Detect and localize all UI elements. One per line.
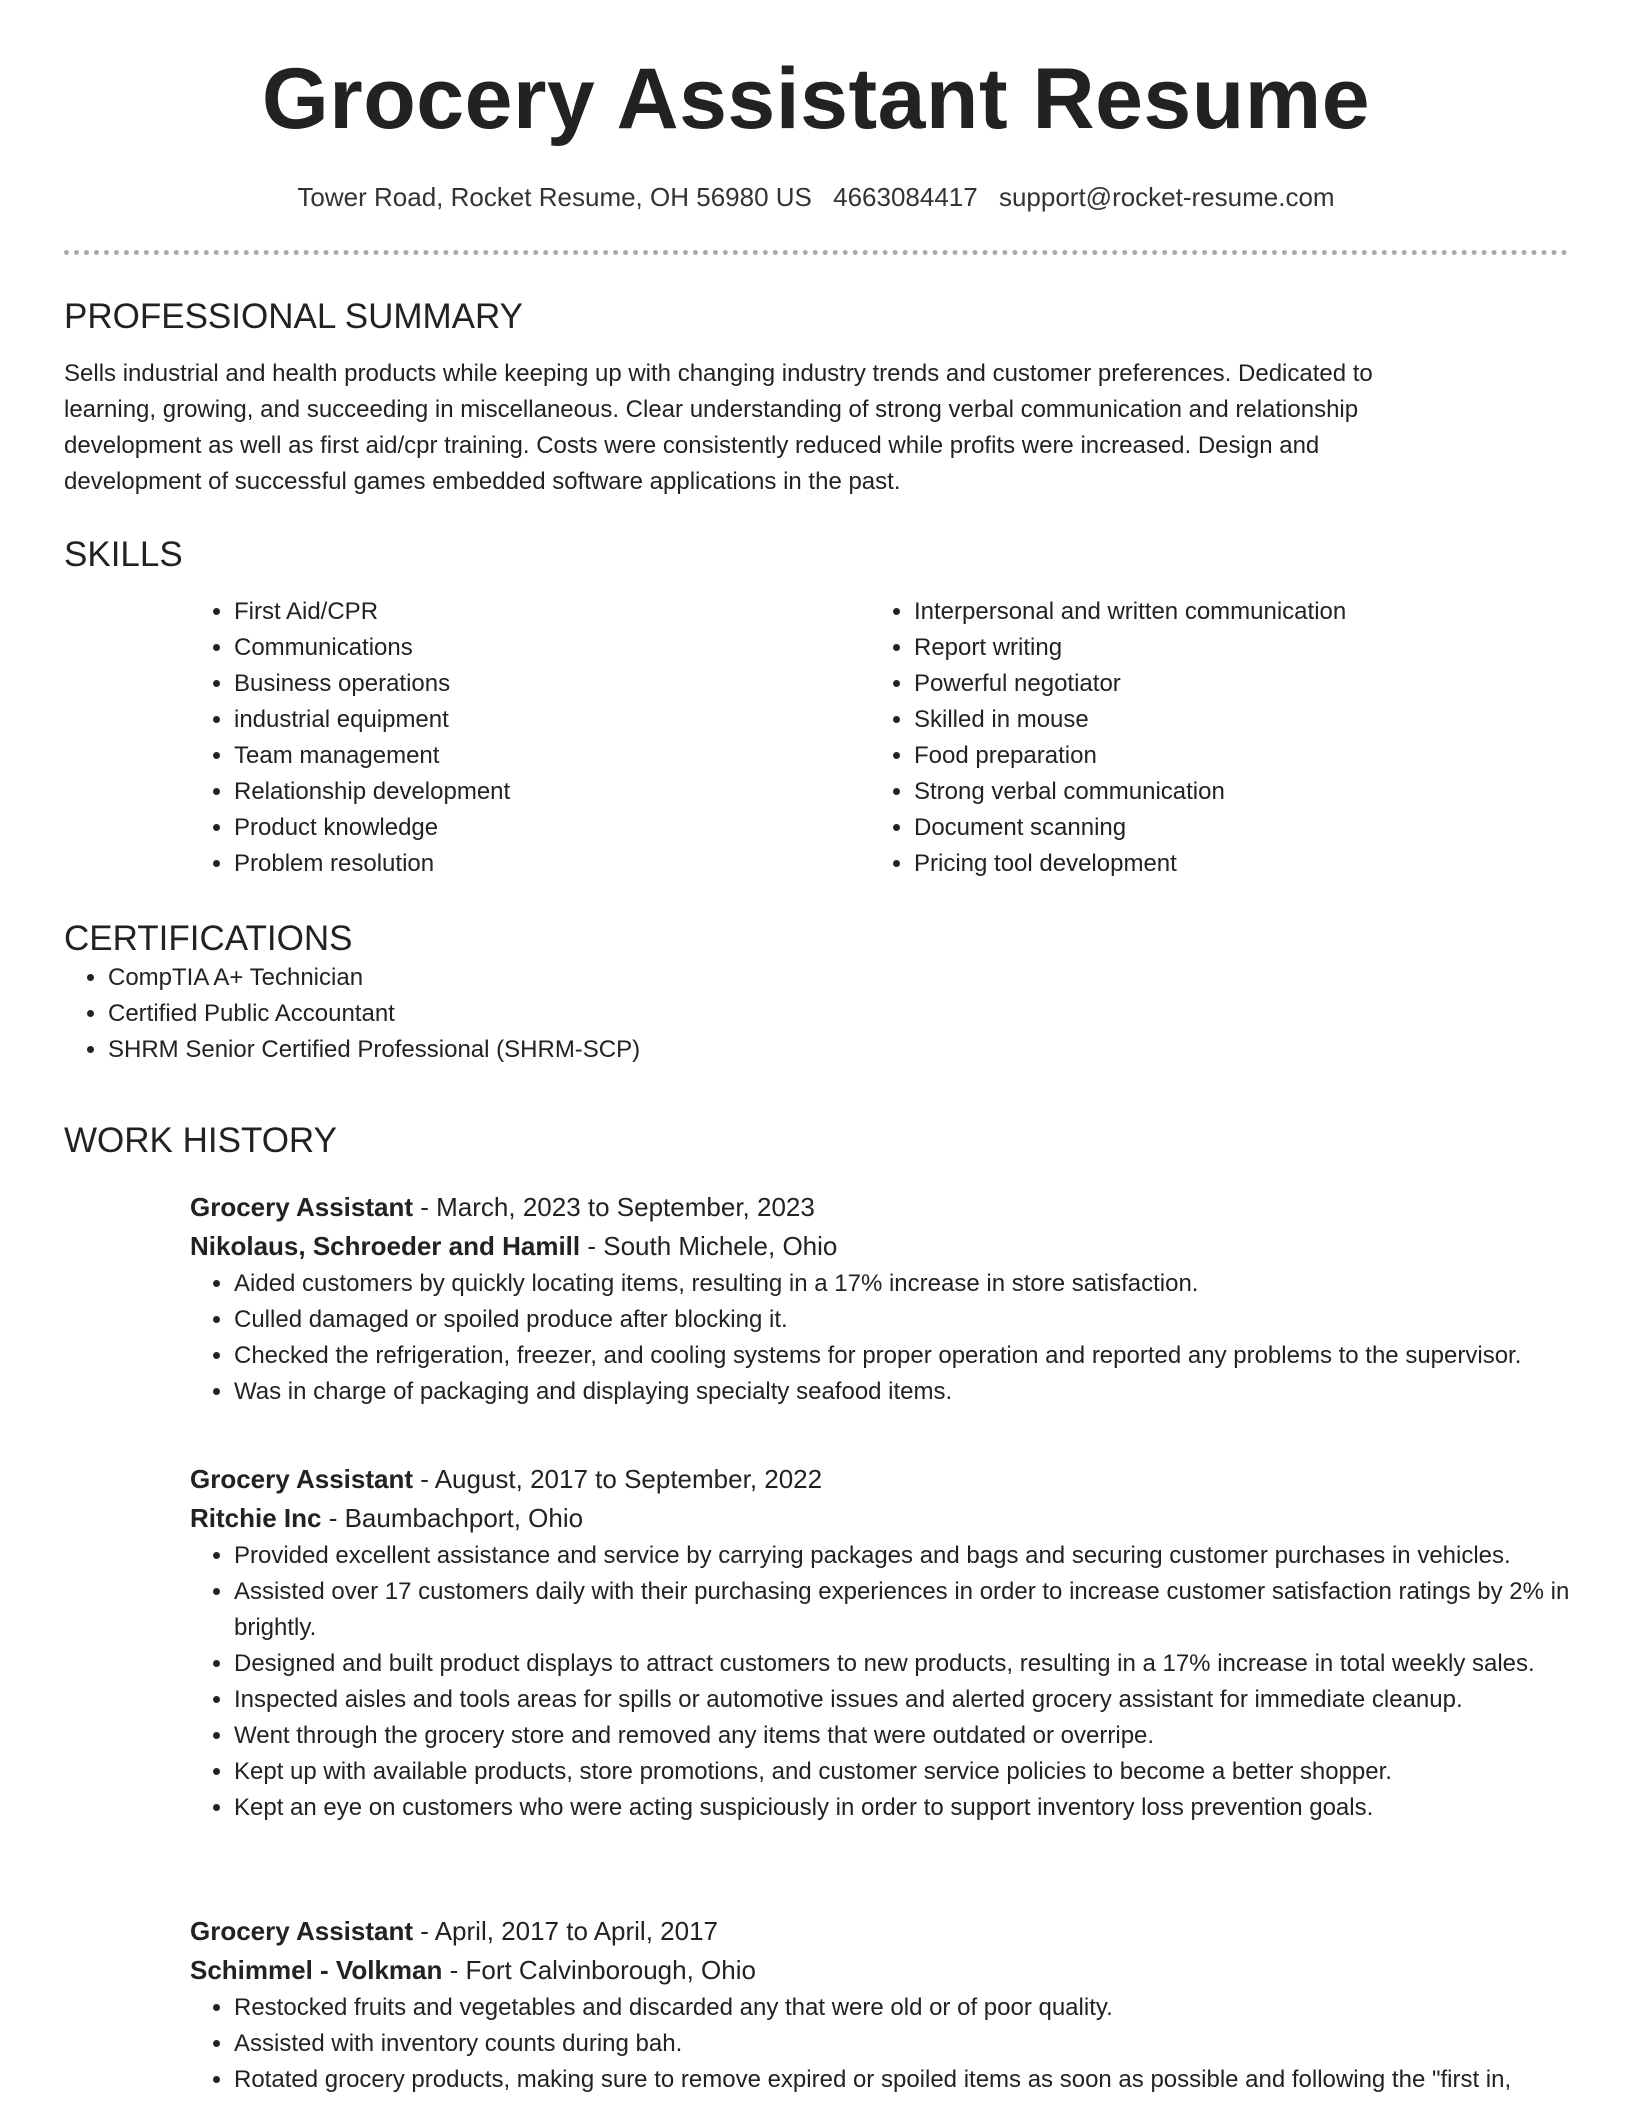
summary-section [64,296,1568,500]
job-company: Nikolaus, Schroeder and Hamill [190,1231,581,1261]
job-role: Grocery Assistant [190,1916,414,1946]
skill-item: • Problem resolution [234,846,870,882]
job-bullet: • Kept an eye on customers who were acting suspiciously in order to support inventory loss prevention goals. [234,1790,1632,1826]
job-bullet: • Was in charge of packaging and displaying specialty seafood items. [234,1374,1632,1410]
job-dates: - March, 2023 to September, 2023 [413,1192,815,1222]
job-role: Grocery Assistant [190,1464,414,1494]
header-divider [64,250,1568,255]
skills-columns [190,594,1568,882]
skills-column-left [190,594,870,882]
job-company-line [190,1951,1568,1990]
job-bullet: • Checked the refrigeration, freezer, and cooling systems for proper operation and reported any problems to the supervisor. [234,1338,1632,1374]
job-company-line [190,1499,1568,1538]
job-location: - Baumbachport, Ohio [321,1503,584,1533]
email-text: support@rocket-resume.com [998,182,1335,212]
phone-text: 4663084417 [833,182,978,212]
job-title-line [190,1188,1568,1227]
job-location: - South Michele, Ohio [580,1231,838,1261]
job-company: Ritchie Inc [190,1503,322,1533]
skill-item: • Product knowledge [234,810,870,846]
job-bullet: • Assisted with inventory counts during bah. [234,2026,1632,2062]
contact-line [0,182,1632,213]
skill-item: • Skilled in mouse [914,702,1550,738]
skills-column-right [870,594,1550,882]
skill-item: • Document scanning [914,810,1550,846]
job-company-line [190,1227,1568,1266]
summary-heading: PROFESSIONAL SUMMARY [64,297,523,336]
job-bullet: • Culled damaged or spoiled produce after blocking it. [234,1302,1632,1338]
skill-item: • Strong verbal communication [914,774,1550,810]
certification-item: • CompTIA A+ Technician [108,960,1568,996]
skill-item: • Food preparation [914,738,1550,774]
job-bullet: • Kept up with available products, store promotions, and customer service policies to become a better shopper. [234,1754,1632,1790]
skill-item: • Pricing tool development [914,846,1550,882]
skills-heading: SKILLS [64,535,183,574]
certifications-section [64,918,1568,1068]
job-bullet: • Rotated grocery products, making sure to remove expired or spoiled items as soon as possible and following the "first in, [234,2062,1632,2098]
work-history-heading: WORK HISTORY [64,1121,337,1160]
job-bullets [190,1266,1632,1410]
job-title-line [190,1460,1568,1499]
job-entry [64,1460,1568,1826]
skill-item: • Report writing [914,630,1550,666]
address-text: Tower Road, Rocket Resume, OH 56980 US [297,182,812,212]
job-entry [64,1912,1568,2098]
skill-item: • Relationship development [234,774,870,810]
skill-item: • Team management [234,738,870,774]
job-bullets [190,1990,1632,2098]
job-bullet: • Aided customers by quickly locating items, resulting in a 17% increase in store satisfaction. [234,1266,1632,1302]
job-bullet: • Assisted over 17 customers daily with their purchasing experiences in order to increase customer satisfaction ratings by 2% in brightly. [234,1574,1632,1646]
certifications-list [64,960,1568,1068]
work-history-section [64,1120,1568,1162]
summary-text: Sells industrial and health products while keeping up with changing industry trends and customer preferences. Dedicated to learning, growing, and succeeding in miscellaneous. Clear understanding of strong verbal communication and relationship development as well as first aid/cpr training. Costs were consistently reduced while profits were increased. Design and development of successful games embedded software applications in the past. [64,360,1373,495]
job-bullet: • Provided excellent assistance and service by carrying packages and bags and securing customer purchases in vehicles. [234,1538,1632,1574]
job-bullet: • Designed and built product displays to attract customers to new products, resulting in a 17% increase in total weekly sales. [234,1646,1632,1682]
job-bullet: • Went through the grocery store and removed any items that were outdated or overripe. [234,1718,1632,1754]
job-role: Grocery Assistant [190,1192,414,1222]
job-dates: - April, 2017 to April, 2017 [413,1916,718,1946]
skill-item: • Business operations [234,666,870,702]
job-title-line [190,1912,1568,1951]
skill-item: • First Aid/CPR [234,594,870,630]
job-bullets [190,1538,1632,1826]
certification-item: • Certified Public Accountant [108,996,1568,1032]
certification-item: • SHRM Senior Certified Professional (SHRM-SCP) [108,1032,1568,1068]
certifications-heading: CERTIFICATIONS [64,919,353,958]
skills-section [64,534,1568,882]
skill-item: • Communications [234,630,870,666]
job-location: - Fort Calvinborough, Ohio [442,1955,756,1985]
job-bullet: • Inspected aisles and tools areas for spills or automotive issues and alerted grocery assistant for immediate cleanup. [234,1682,1632,1718]
job-bullet: • Restocked fruits and vegetables and discarded any that were old or of poor quality. [234,1990,1632,2026]
resume-title: Grocery Assistant Resume [261,51,1371,147]
job-company: Schimmel - Volkman [190,1955,443,1985]
skill-item: • Powerful negotiator [914,666,1550,702]
job-dates: - August, 2017 to September, 2022 [413,1464,823,1494]
job-entry [64,1188,1568,1410]
skill-item: • Interpersonal and written communication [914,594,1550,630]
skill-item: • industrial equipment [234,702,870,738]
